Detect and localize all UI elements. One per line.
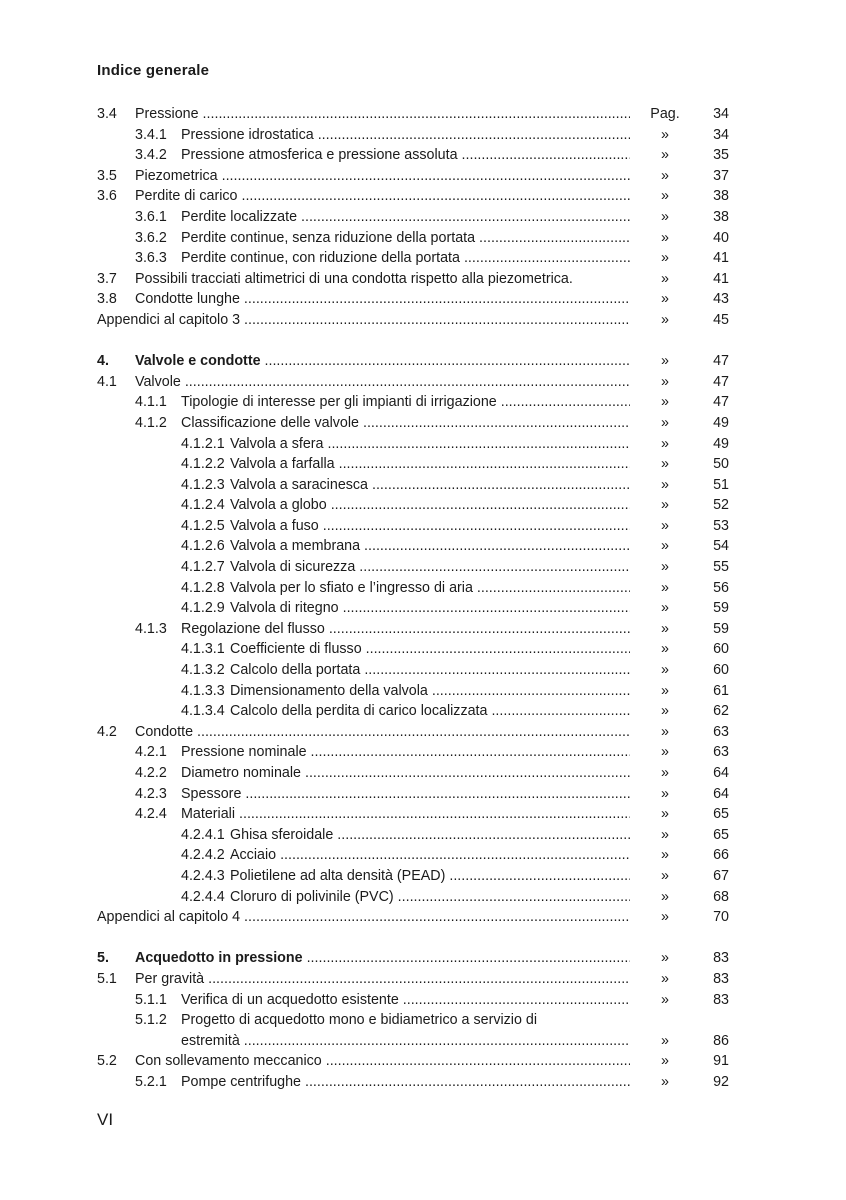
toc-entry [97, 948, 729, 969]
toc-entry-title: Condotte lunghe ..... [135, 289, 630, 310]
toc-entry-number: 4. [97, 353, 109, 370]
toc-entry-page: 54 [713, 538, 729, 555]
toc-entry-marker: » [661, 456, 669, 473]
toc-entry-page: 59 [713, 620, 729, 637]
toc-entry [97, 887, 729, 908]
toc-entry-page: 60 [713, 662, 729, 679]
toc-entry-page: 62 [713, 703, 729, 720]
toc-entry-page: 34 [713, 126, 729, 143]
toc-entry-number: 4.1.2.9 [181, 600, 225, 617]
toc-entry-page: 52 [713, 497, 729, 514]
toc-entry [97, 681, 729, 702]
toc-entry [97, 516, 729, 537]
toc-entry-page: 53 [713, 517, 729, 534]
toc-entry [97, 1031, 729, 1052]
toc-entry [97, 804, 729, 825]
toc-entry-title: Valvola a sfera ..... [230, 434, 630, 455]
toc-entry-marker: » [661, 414, 669, 431]
toc-entry-number: 4.1.2.7 [181, 559, 225, 576]
toc-entry-marker: » [661, 311, 669, 328]
toc-entry-page: 37 [713, 167, 729, 184]
toc-entry-number: 4.2.4.3 [181, 867, 225, 884]
toc-entry-number: 3.8 [97, 291, 117, 308]
toc-entry-number: 4.1.3.1 [181, 641, 225, 658]
toc-entry-number: 4.1.2.4 [181, 497, 225, 514]
toc-entry-marker: » [661, 517, 669, 534]
toc-entry-title: Pressione ..... [135, 104, 630, 125]
toc-entry [97, 186, 729, 207]
toc-entry-page: 47 [713, 353, 729, 370]
toc-entry-title: Condotte ..... [135, 722, 630, 743]
toc-entry-marker: » [661, 353, 669, 370]
toc-entry-marker: » [661, 723, 669, 740]
toc-entry-number: 4.2.3 [135, 785, 167, 802]
toc-entry-marker: » [661, 765, 669, 781]
toc-entry-title: Coefficiente di flusso ..... [230, 639, 630, 660]
toc-entry-title: Valvola a fuso ..... [230, 516, 630, 537]
toc-entry-number: 4.1.2 [135, 414, 167, 431]
toc-entry-page: 47 [713, 373, 729, 390]
toc-entry-title: Valvola a farfalla ..... [230, 454, 630, 475]
toc-entry [97, 1051, 729, 1072]
toc-entry-title: Polietilene ad alta densità (PEAD) ..... [230, 866, 630, 887]
toc-entry [97, 578, 729, 599]
toc-entry-marker: » [661, 126, 669, 143]
toc-entry-title: Valvole ..... [135, 372, 630, 393]
toc-entry-page: 63 [713, 744, 729, 761]
toc-entry-title: Per gravità ..... [135, 969, 630, 990]
toc-entry-marker: » [661, 826, 669, 843]
toc-entry-page: 83 [713, 970, 729, 987]
toc-entry-page: 45 [713, 311, 729, 328]
toc-entry-marker: » [661, 373, 669, 390]
toc-entry [97, 536, 729, 557]
toc-entry [97, 269, 729, 290]
toc-entry-title: estremità ..... [181, 1031, 630, 1052]
toc-entry [97, 351, 729, 372]
toc-entry-page: 65 [713, 826, 729, 843]
toc-entry [97, 639, 729, 660]
toc-entry [97, 742, 729, 763]
toc-entry-title: Spessore ..... [181, 784, 630, 805]
toc-entry-title: Perdite di carico ..... [135, 186, 630, 207]
toc-entry-marker: » [661, 579, 669, 596]
toc-entry-title: Pressione nominale ..... [181, 742, 630, 763]
toc-entry-page: 91 [713, 1053, 729, 1070]
toc-entry-number: 3.6 [97, 188, 117, 205]
toc-entry-marker: » [661, 888, 669, 905]
toc-entry [97, 413, 729, 434]
toc-entry [97, 598, 729, 619]
toc-entry [97, 1072, 729, 1093]
toc-entry-marker: » [661, 208, 669, 225]
toc-entry-title: Diametro nominale ..... [181, 763, 630, 784]
running-header: Indice generale [97, 62, 210, 79]
toc-entry-marker: » [661, 703, 669, 720]
toc-entry [97, 866, 729, 887]
toc-entry-number: 4.1 [97, 373, 117, 390]
toc-entry [97, 145, 729, 166]
toc-entry-page: 40 [713, 229, 729, 246]
toc-entry [97, 166, 729, 187]
toc-entry-page: 70 [713, 909, 729, 926]
toc-entry-number: 3.6.1 [135, 208, 167, 225]
toc-entry [97, 207, 729, 228]
toc-entry-title: Pressione idrostatica ..... [181, 125, 630, 146]
toc-entry-number: 4.2.4.1 [181, 826, 225, 843]
toc-entry [97, 289, 729, 310]
toc-entry-number: 4.1.2.1 [181, 435, 225, 452]
toc-entry-marker: » [661, 785, 669, 802]
toc-entry [97, 784, 729, 805]
toc-entry-page: 83 [713, 991, 729, 1008]
toc-entry-number: 4.2.4.4 [181, 888, 225, 905]
toc-entry-marker: » [661, 147, 669, 164]
toc-entry [97, 475, 729, 496]
toc-entry-number: 4.2 [97, 723, 117, 740]
toc-entry-number: 5. [97, 950, 109, 967]
toc-entry-marker: » [661, 600, 669, 617]
toc-entry-marker: Pag. [650, 106, 680, 122]
toc-entry-number: 4.2.4.2 [181, 847, 225, 864]
toc-entry-number: 3.4.1 [135, 126, 167, 143]
toc-entry-marker: » [661, 538, 669, 555]
toc-entry-number: 5.1.1 [135, 991, 167, 1008]
toc-entry-marker: » [661, 250, 669, 267]
toc-entry [97, 557, 729, 578]
toc-entry [97, 372, 729, 393]
toc-entry-title: Materiali ..... [181, 804, 630, 825]
toc-entry-title: Valvola di sicurezza ..... [230, 557, 630, 578]
toc-entry [97, 660, 729, 681]
toc-entry-title: Valvola a saracinesca ..... [230, 475, 630, 496]
toc-entry-marker: » [661, 1053, 669, 1070]
toc-entry-title: Valvola di ritegno ..... [230, 598, 630, 619]
toc-entry-number: 4.1.3.2 [181, 662, 225, 679]
toc-entry-marker: » [661, 229, 669, 246]
toc-entry [97, 228, 729, 249]
toc-entry-page: 63 [713, 723, 729, 740]
toc-entry-page: 41 [713, 270, 729, 287]
toc-entry-marker: » [661, 970, 669, 987]
toc-entry-page: 68 [713, 888, 729, 905]
toc-entry-page: 35 [713, 147, 729, 164]
toc-entry [97, 104, 729, 125]
toc-entry-page: 51 [713, 476, 729, 493]
toc-entry-title: Perdite continue, senza riduzione della portata ..... [181, 228, 630, 249]
toc-entry-marker: » [661, 476, 669, 493]
toc-entry-number: 4.1.1 [135, 394, 167, 411]
toc-entry-title: Regolazione del flusso ..... [181, 619, 630, 640]
toc-entry-marker: » [661, 167, 669, 184]
toc-entry-page: 64 [713, 765, 729, 781]
toc-entry-marker: » [661, 559, 669, 576]
toc-entry-title: Con sollevamento meccanico ..... [135, 1051, 630, 1072]
toc-entry-number: 4.1.2.3 [181, 476, 225, 493]
toc-entry-marker: » [661, 270, 669, 287]
toc-entry-marker: » [661, 291, 669, 308]
toc-entry [97, 969, 729, 990]
toc-entry-page: 50 [713, 456, 729, 473]
toc-entry [97, 701, 729, 722]
toc-entry-title: Calcolo della portata ..... [230, 660, 630, 681]
toc-entry-number: 4.1.3.4 [181, 703, 225, 720]
toc-entry-title: Cloruro di polivinile (PVC) ..... [230, 887, 630, 908]
toc-entry-title: Classificazione delle valvole ..... [181, 413, 630, 434]
toc-entry-number: 5.2.1 [135, 1073, 167, 1090]
toc-entry-number: 4.2.2 [135, 765, 167, 781]
toc-entry-marker: » [661, 1073, 669, 1090]
toc-entry-number: 4.1.3 [135, 620, 167, 637]
toc-entry-page: 47 [713, 394, 729, 411]
toc-entry-number: 4.1.2.8 [181, 579, 225, 596]
page-number: VI [97, 1110, 114, 1129]
toc-entry [97, 619, 729, 640]
toc-entry-marker: » [661, 847, 669, 864]
toc-entry-title: Valvola a globo ..... [230, 495, 630, 516]
toc-entry-page: 65 [713, 806, 729, 823]
toc-entry-title: Ghisa sferoidale ..... [230, 825, 630, 846]
toc-entry [97, 722, 729, 743]
toc-entry-title: Acciaio ..... [230, 845, 630, 866]
toc-entry-page: 55 [713, 559, 729, 576]
toc-entry [97, 1010, 729, 1031]
toc-entry-marker: » [661, 806, 669, 823]
toc-entry-marker: » [661, 641, 669, 658]
toc-entry [97, 845, 729, 866]
toc-entry-title: Verifica di un acquedotto esistente ..... [181, 990, 630, 1011]
toc-entry-title: Dimensionamento della valvola ..... [230, 681, 630, 702]
toc-entry [97, 454, 729, 475]
toc-entry-number: 3.7 [97, 270, 117, 287]
toc-entry [97, 825, 729, 846]
toc-entry-title: Appendici al capitolo 4 ..... [97, 907, 630, 928]
toc-entry-page: 38 [713, 208, 729, 225]
toc-entry-page: 86 [713, 1032, 729, 1049]
toc-entry-marker: » [661, 909, 669, 926]
toc-entry [97, 434, 729, 455]
toc-entry-number: 4.1.3.3 [181, 682, 225, 699]
toc-entry [97, 990, 729, 1011]
toc-entry [97, 392, 729, 413]
toc-entry-page: 43 [713, 291, 729, 308]
toc-entry-marker: » [661, 188, 669, 205]
toc-entry-title: Progetto di acquedotto mono e bidiametrico a servizio di [181, 1012, 538, 1029]
toc-entry-marker: » [661, 620, 669, 637]
toc-entry-marker: » [661, 497, 669, 514]
toc-entry-title: Perdite localizzate ..... [181, 207, 630, 228]
toc-entry-number: 4.2.4 [135, 806, 167, 823]
toc-entry-title: Pressione atmosferica e pressione assoluta ..... [181, 145, 630, 166]
toc-entry-number: 5.2 [97, 1053, 117, 1070]
toc-entry [97, 125, 729, 146]
toc-entry-marker: » [661, 744, 669, 761]
toc-entry-page: 59 [713, 600, 729, 617]
toc-entry-title: Appendici al capitolo 3 ..... [97, 310, 630, 331]
toc-entry-title: Tipologie di interesse per gli impianti di irrigazione ..... [181, 392, 630, 413]
toc-entry [97, 495, 729, 516]
toc-entry [97, 763, 729, 784]
toc-entry-number: 3.5 [97, 167, 117, 184]
toc-entry-number: 4.1.2.5 [181, 517, 225, 534]
toc-entry-title: Valvole e condotte ..... [135, 351, 630, 372]
toc-entry-title: Piezometrica ..... [135, 166, 630, 187]
toc-entry-marker: » [661, 394, 669, 411]
toc-entry-number: 3.6.3 [135, 250, 167, 267]
toc-entry-page: 38 [713, 188, 729, 205]
toc-entry [97, 907, 729, 928]
toc-entry-page: 66 [713, 847, 729, 864]
toc-entry-page: 64 [713, 785, 729, 802]
toc-entry-title: Valvola per lo sfiato e l’ingresso di aria ..... [230, 578, 630, 599]
toc-entry-page: 92 [713, 1073, 729, 1090]
toc-entry-marker: » [661, 1032, 669, 1049]
table-of-contents [97, 104, 729, 1093]
toc-entry-page: 61 [713, 682, 729, 699]
toc-entry-page: 41 [713, 250, 729, 267]
toc-entry-number: 3.6.2 [135, 229, 167, 246]
toc-entry-marker: » [661, 435, 669, 452]
toc-entry-marker: » [661, 991, 669, 1008]
toc-entry-title: Valvola a membrana ..... [230, 536, 630, 557]
toc-entry-marker: » [661, 950, 669, 967]
toc-entry-page: 83 [713, 950, 729, 967]
toc-entry-page: 34 [713, 106, 729, 122]
toc-entry-number: 3.4 [97, 106, 117, 122]
toc-entry-title: Perdite continue, con riduzione della portata ..... [181, 248, 630, 269]
toc-entry-number: 3.4.2 [135, 147, 167, 164]
toc-entry-number: 4.1.2.6 [181, 538, 225, 555]
toc-entry-page: 49 [713, 435, 729, 452]
toc-entry-title: Calcolo della perdita di carico localizzata ..... [230, 701, 630, 722]
toc-entry-number: 4.1.2.2 [181, 456, 225, 473]
toc-entry-page: 56 [713, 579, 729, 596]
toc-entry-marker: » [661, 662, 669, 679]
toc-entry [97, 310, 729, 331]
toc-entry [97, 248, 729, 269]
toc-entry-number: 5.1.2 [135, 1012, 167, 1029]
toc-entry-marker: » [661, 867, 669, 884]
toc-entry-number: 4.2.1 [135, 744, 167, 761]
toc-entry-marker: » [661, 682, 669, 699]
toc-entry-page: 67 [713, 867, 729, 884]
toc-entry-title: Pompe centrifughe ..... [181, 1072, 630, 1093]
toc-entry-page: 49 [713, 414, 729, 431]
toc-entry-title: Possibili tracciati altimetrici di una condotta rispetto alla piezometrica. [135, 270, 573, 287]
toc-entry-page: 60 [713, 641, 729, 658]
toc-entry-number: 5.1 [97, 970, 117, 987]
toc-entry-title: Acquedotto in pressione ..... [135, 948, 630, 969]
